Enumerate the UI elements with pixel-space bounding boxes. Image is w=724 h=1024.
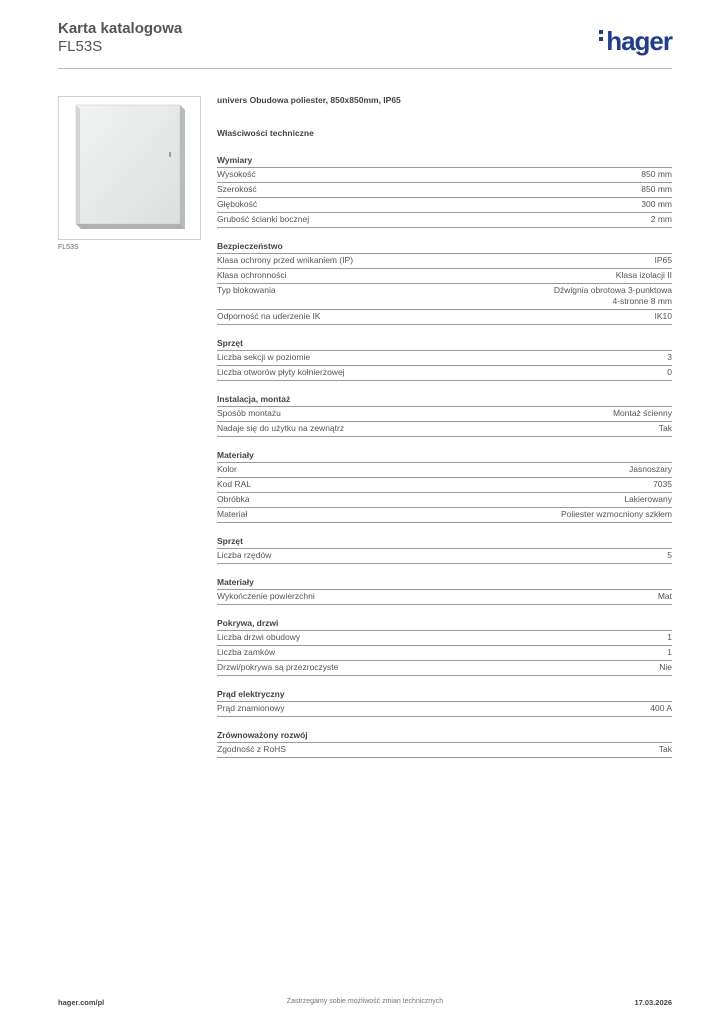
spec-label: Głębokość	[217, 199, 258, 209]
spec-group-title: Materiały	[217, 571, 672, 590]
spec-value	[667, 367, 672, 378]
spec-row	[217, 463, 672, 478]
spec-value	[659, 423, 672, 434]
spec-value	[624, 494, 672, 505]
spec-group	[217, 683, 672, 717]
spec-row	[217, 407, 672, 422]
spec-label: Drzwi/pokrywa są przezroczyste	[217, 662, 339, 672]
spec-row	[217, 183, 672, 198]
spec-row	[217, 254, 672, 269]
spec-value-line: Lakierowany	[624, 494, 672, 504]
spec-group	[217, 530, 672, 564]
spec-row	[217, 198, 672, 213]
spec-group	[217, 444, 672, 523]
spec-group	[217, 612, 672, 676]
spec-value-line: 3	[667, 352, 672, 362]
spec-value-line: 1	[667, 647, 672, 657]
footer-website-link[interactable]: hager.com/pl	[58, 998, 105, 1007]
logo-text: hager	[606, 26, 672, 56]
spec-label: Liczba rzędów	[217, 550, 272, 560]
spec-label: Liczba zamków	[217, 647, 276, 657]
spec-group-title: Pokrywa, drzwi	[217, 612, 672, 631]
spec-value	[667, 632, 672, 643]
spec-value	[655, 311, 673, 322]
spec-value-line: 850 mm	[641, 184, 672, 194]
spec-value	[641, 169, 672, 180]
spec-label: Obróbka	[217, 494, 250, 504]
spec-row	[217, 646, 672, 661]
spec-row	[217, 366, 672, 381]
spec-value	[658, 591, 672, 602]
spec-label: Materiał	[217, 509, 248, 519]
spec-group	[217, 235, 672, 325]
spec-row	[217, 269, 672, 284]
spec-row	[217, 549, 672, 564]
spec-value	[616, 270, 672, 281]
footer-notice: Zastrzegamy sobie możliwość zmian technicznych	[286, 998, 444, 1005]
spec-label: Typ blokowania	[217, 285, 276, 295]
header-divider	[58, 68, 672, 69]
spec-value-line: 400 A	[650, 703, 672, 713]
spec-group-title: Wymiary	[217, 149, 672, 168]
product-image	[58, 96, 201, 240]
spec-value-line: IP65	[654, 255, 672, 265]
spec-value	[659, 662, 672, 673]
spec-value	[653, 479, 672, 490]
spec-value-line: Nie	[659, 662, 672, 672]
spec-label: Grubość ścianki bocznej	[217, 214, 310, 224]
spec-value	[659, 744, 672, 755]
spec-value-line: Poliester wzmocniony szkłem	[560, 509, 672, 519]
image-caption: FL53S	[58, 244, 79, 251]
spec-group-title: Bezpieczeństwo	[217, 235, 672, 254]
spec-label: Kolor	[217, 464, 237, 474]
footer-date: 17.03.2026	[634, 998, 672, 1007]
spec-row	[217, 493, 672, 508]
spec-value	[667, 550, 672, 561]
page-title: Karta katalogowa	[58, 20, 183, 37]
spec-value	[561, 509, 672, 520]
spec-group	[217, 571, 672, 605]
spec-label: Nadaje się do użytku na zewnątrz	[217, 423, 345, 433]
spec-groups	[217, 149, 672, 758]
spec-group	[217, 332, 672, 381]
spec-row	[217, 590, 672, 605]
spec-value-line: 5	[667, 550, 672, 560]
spec-group-title: Zrównoważony rozwój	[217, 724, 672, 743]
spec-group	[217, 724, 672, 758]
spec-row	[217, 478, 672, 493]
spec-label: Klasa ochrony przed wnikaniem (IP)	[217, 255, 354, 265]
spec-row	[217, 702, 672, 717]
spec-group-title: Materiały	[217, 444, 672, 463]
spec-value-line: Tak	[658, 423, 672, 433]
spec-row	[217, 213, 672, 228]
spec-value-line: 0	[667, 367, 672, 377]
spec-value	[641, 199, 672, 210]
spec-label: Odporność na uderzenie IK	[217, 311, 321, 321]
spec-value	[629, 464, 672, 475]
spec-row	[217, 631, 672, 646]
spec-group-title: Prąd elektryczny	[217, 683, 672, 702]
spec-value-line: Dźwignia obrotowa 3-punktowa	[553, 285, 672, 295]
spec-row	[217, 422, 672, 437]
product-description: univers Obudowa poliester, 850x850mm, IP65	[217, 95, 401, 105]
spec-row	[217, 310, 672, 325]
spec-value-line: Jasnoszary	[629, 464, 672, 474]
spec-label: Kod RAL	[217, 479, 252, 489]
spec-value-line: 4-stronne 8 mm	[612, 296, 672, 306]
spec-label: Klasa ochronności	[217, 270, 287, 280]
spec-label: Wykończenie powierzchni	[217, 591, 315, 601]
spec-label: Liczba otworów płyty kołnierzowej	[217, 367, 345, 377]
spec-value	[554, 285, 672, 307]
spec-label: Szerokość	[217, 184, 257, 194]
spec-row	[217, 351, 672, 366]
spec-value	[667, 352, 672, 363]
spec-value	[650, 703, 672, 714]
spec-row	[217, 508, 672, 523]
spec-value	[655, 255, 673, 266]
spec-group-title: Sprzęt	[217, 332, 672, 351]
page-header	[58, 20, 672, 70]
spec-value	[667, 647, 672, 658]
spec-value-line: Mat	[657, 591, 672, 601]
spec-value-line: IK10	[654, 311, 672, 321]
spec-group-title: Instalacja, montaż	[217, 388, 672, 407]
hager-logo	[599, 26, 672, 57]
spec-value-line: 1	[667, 632, 672, 642]
spec-value-line: 300 mm	[641, 199, 672, 209]
spec-label: Sposób montażu	[217, 408, 281, 418]
spec-group	[217, 388, 672, 437]
spec-content	[217, 95, 672, 765]
spec-group-title: Sprzęt	[217, 530, 672, 549]
spec-label: Zgodność z RoHS	[217, 744, 286, 754]
spec-label: Liczba drzwi obudowy	[217, 632, 301, 642]
spec-value-line: 850 mm	[641, 169, 672, 179]
spec-value-line: 7035	[653, 479, 672, 489]
spec-value-line: Klasa izolacji II	[615, 270, 672, 280]
spec-value	[651, 214, 672, 225]
product-code: FL53S	[58, 38, 103, 55]
spec-row	[217, 661, 672, 676]
spec-value-line: Tak	[658, 744, 672, 754]
spec-value	[641, 184, 672, 195]
section-title: Właściwości techniczne	[217, 128, 314, 138]
spec-group	[217, 149, 672, 228]
spec-row	[217, 284, 672, 310]
spec-value-line: Montaż ścienny	[612, 408, 672, 418]
spec-value-line: 2 mm	[650, 214, 672, 224]
spec-label: Liczba sekcji w poziomie	[217, 352, 311, 362]
spec-label: Prąd znamionowy	[217, 703, 285, 713]
enclosure-illustration	[59, 97, 200, 239]
spec-row	[217, 743, 672, 758]
spec-value	[613, 408, 672, 419]
logo-dots-icon	[599, 30, 604, 44]
spec-label: Wysokość	[217, 169, 256, 179]
spec-row	[217, 168, 672, 183]
